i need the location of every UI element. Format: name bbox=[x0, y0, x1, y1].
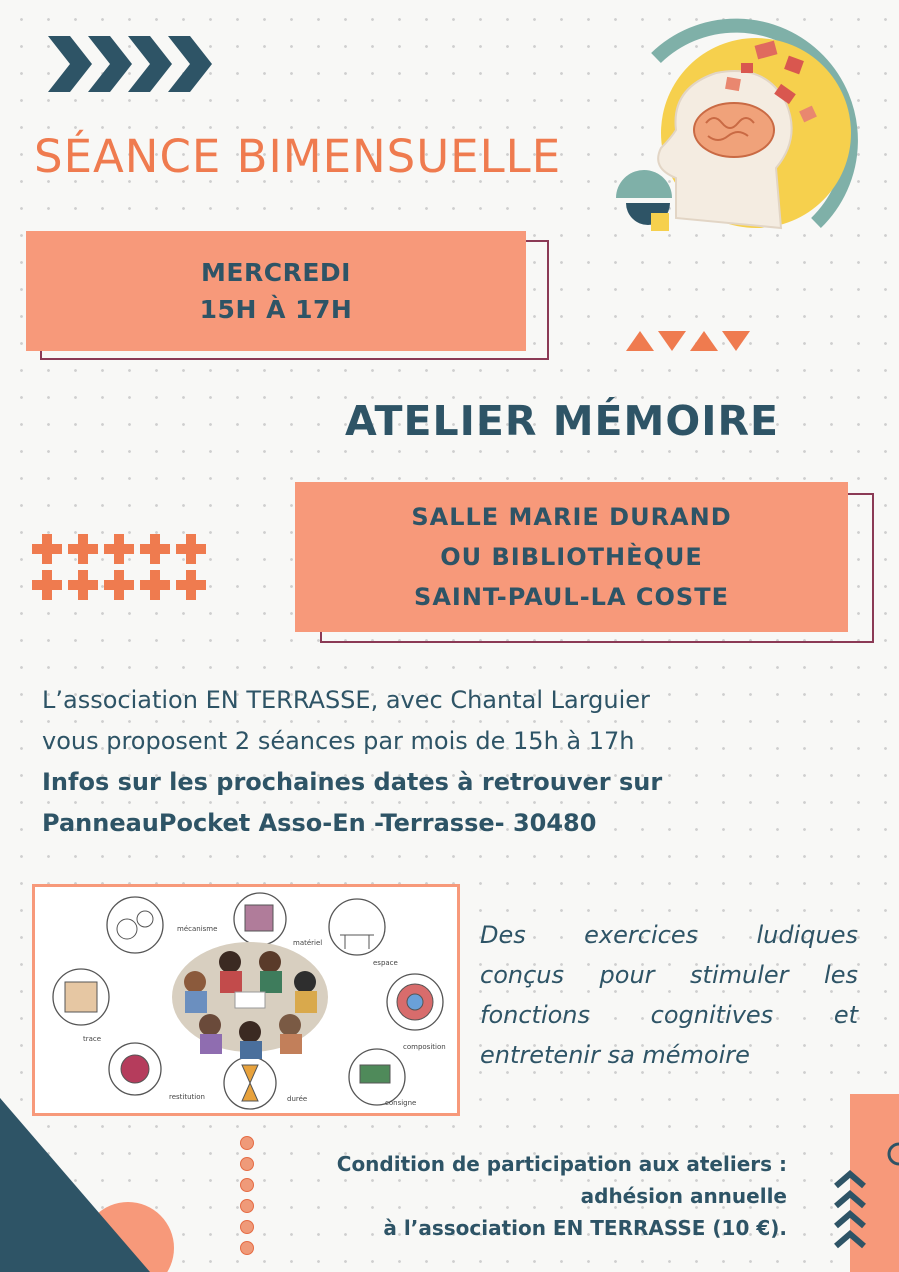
condition-line-3: à l’association EN TERRASSE (10 €). bbox=[383, 1216, 787, 1240]
bottom-right-shapes-decoration bbox=[832, 1094, 899, 1272]
atelier-heading: ATELIER MÉMOIRE bbox=[345, 397, 780, 445]
label-composition: composition bbox=[403, 1043, 446, 1051]
bottom-left-shapes-decoration bbox=[0, 1098, 180, 1272]
label-espace: espace bbox=[373, 959, 398, 967]
condition-line-1: Condition de participation aux ateliers : bbox=[336, 1152, 787, 1176]
schedule-day: MERCREDI bbox=[201, 258, 351, 287]
label-consigne: consigne bbox=[385, 1099, 417, 1107]
chevron-arrows-decoration bbox=[44, 36, 216, 92]
exercises-line-2: conçus pour stimuler les bbox=[480, 961, 858, 989]
workshop-diagram bbox=[35, 887, 457, 1113]
label-restitution: restitution bbox=[169, 1093, 205, 1101]
page-title: SÉANCE BIMENSUELLE bbox=[34, 130, 562, 183]
exercises-line-1: Des exercices ludiques bbox=[480, 921, 858, 949]
dot-column-decoration bbox=[240, 1136, 254, 1262]
exercises-text bbox=[480, 915, 858, 1075]
plus-grid-decoration bbox=[32, 534, 212, 602]
exercises-line-4: entretenir sa mémoire bbox=[480, 1041, 750, 1069]
participation-condition bbox=[337, 1148, 787, 1244]
schedule-box bbox=[26, 231, 526, 351]
description-line-2: vous proposent 2 séances par mois de 15h à 17h bbox=[42, 727, 635, 755]
association-description bbox=[42, 680, 842, 844]
venue-line-1: SALLE MARIE DURAND bbox=[411, 503, 732, 531]
exercises-line-3: fonctions cognitives et bbox=[480, 1001, 858, 1029]
brain-head-illustration bbox=[616, 18, 866, 248]
schedule-hours: 15H À 17H bbox=[199, 295, 353, 324]
description-line-3: Infos sur les prochaines dates à retrouver sur bbox=[42, 768, 663, 796]
venue-line-2: OU BIBLIOTHÈQUE bbox=[440, 543, 703, 571]
triangle-row-decoration bbox=[626, 329, 750, 353]
description-line-1: L’association EN TERRASSE, avec Chantal Larguier bbox=[42, 686, 650, 714]
label-trace: trace bbox=[83, 1035, 102, 1043]
label-materiel: matériel bbox=[293, 939, 323, 947]
condition-line-2: adhésion annuelle bbox=[580, 1184, 787, 1208]
workshop-illustration bbox=[32, 884, 460, 1116]
label-duree: durée bbox=[287, 1095, 308, 1103]
description-line-4: PanneauPocket Asso-En -Terrasse- 30480 bbox=[42, 809, 597, 837]
label-mecanisme: mécanisme bbox=[177, 925, 218, 933]
venue-line-3: SAINT-PAUL-LA COSTE bbox=[414, 583, 729, 611]
venue-box bbox=[295, 482, 848, 632]
